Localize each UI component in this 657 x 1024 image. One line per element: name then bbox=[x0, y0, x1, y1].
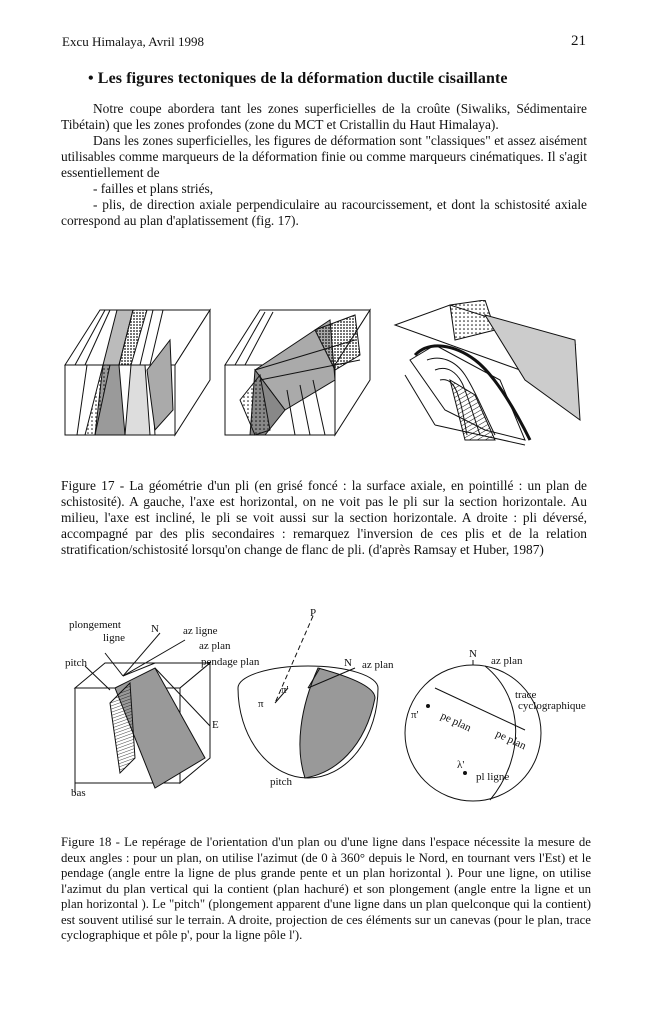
hemisphere-diagram bbox=[238, 616, 378, 778]
figure-17-caption: Figure 17 - La géométrie d'un pli (en grisé foncé : la surface axiale, en pointillé : un plan de schistosité). A gauche, l'axe est horizontal, on ne voit pas le pli sur la section horizontale. Au milieu, l'axe est incliné, le pli se voit aussi sur la section horizontale. A droite : pli déversé, accompagné par des plis secondaires : remarquez l'inversion de ces plis et de la relation stratification/schistosité lorsqu'on change de flanc de pli. (d'après Ramsay et Huber, 1987) bbox=[61, 478, 587, 557]
label-pitch: pitch bbox=[65, 657, 87, 669]
label-pendage-plan: pendage plan bbox=[201, 656, 260, 668]
label-pe-plan-b: pe plan bbox=[493, 727, 528, 753]
paragraph: Dans les zones superficielles, les figures de déformation sont "classiques" et assez aisément utilisables comme marqueurs de la déformation finie ou comme marqueurs cinématiques. Il s'agit essentiellement de bbox=[61, 133, 587, 180]
list-item: - plis, de direction axiale perpendiculaire au racourcissement, et dont la schistosité axiale correspond au plan d'aplatissement (fig. 17). bbox=[61, 197, 587, 228]
fold-block-left bbox=[65, 310, 210, 435]
label-az-plan-2: az plan bbox=[362, 659, 394, 671]
orientation-cube bbox=[75, 633, 210, 793]
paragraph: Notre coupe abordera tant les zones superficielles de la croûte (Siwaliks, Sédimentaire Tibétain) que les zones profondes (zone du MCT et Cristallin du Haut Himalaya). bbox=[61, 101, 587, 132]
label-pe-plan-a: pe plan bbox=[438, 709, 473, 735]
label-pl-ligne: pl ligne bbox=[476, 771, 510, 783]
fold-block-right bbox=[395, 300, 580, 445]
label-east: E bbox=[212, 719, 219, 731]
label-pi: π bbox=[258, 698, 264, 710]
figure-18 bbox=[55, 608, 600, 818]
label-trace: trace bbox=[515, 689, 537, 701]
label-bas: bas bbox=[71, 787, 86, 799]
figure-18-caption: Figure 18 - Le repérage de l'orientation d'un plan ou d'une ligne dans l'espace nécessite la mesure de deux angles : pour un plan, on utilise l'azimut (de 0 à 360° depuis le Nord, en tournant vers l'Est) et le pendage (angle entre la ligne de plus grande pente et un plan horizontal ). Pour une ligne, on utilise l'azimut du plan vertical qui la contient (plan hachuré) et son plongement (angle entre la ligne et un plan horizontal ). Le "pitch" (plongement apparent d'une ligne dans un plan quelconque qui la contient) est souvent utilisé sur le terrain. A droite, projection de ces éléments sur un canevas (pour le plan, trace cyclographique et pôle p', pour la ligne pôle l'). bbox=[61, 835, 591, 942]
figure-17 bbox=[55, 300, 595, 460]
body-text bbox=[61, 101, 587, 229]
label-plongement: plongement bbox=[69, 619, 121, 631]
label-az-plan-3: az plan bbox=[491, 655, 523, 667]
label-az-plan: az plan bbox=[199, 640, 231, 652]
label-north-2: N bbox=[344, 657, 352, 669]
running-header: Excu Himalaya, Avril 1998 bbox=[62, 34, 205, 49]
label-north-3: N bbox=[469, 648, 477, 660]
list-item: - failles et plans striés, bbox=[93, 181, 214, 196]
label-pole-P: P bbox=[310, 608, 317, 619]
label-pitch-2: pitch bbox=[270, 776, 292, 788]
section-title: • Les figures tectoniques de la déformation ductile cisaillante bbox=[88, 70, 508, 87]
page-number: 21 bbox=[571, 33, 586, 49]
label-pi-prime: π' bbox=[281, 684, 289, 696]
label-az-ligne: az ligne bbox=[183, 625, 218, 637]
label-north: N bbox=[151, 623, 159, 635]
label-ligne: ligne bbox=[103, 632, 125, 644]
stereonet bbox=[405, 660, 541, 801]
label-lambda-prime: λ' bbox=[457, 759, 465, 771]
label-pi-prime-2: π' bbox=[411, 709, 419, 721]
label-cyclographique: cyclographique bbox=[518, 700, 586, 712]
fold-block-middle bbox=[225, 310, 370, 435]
